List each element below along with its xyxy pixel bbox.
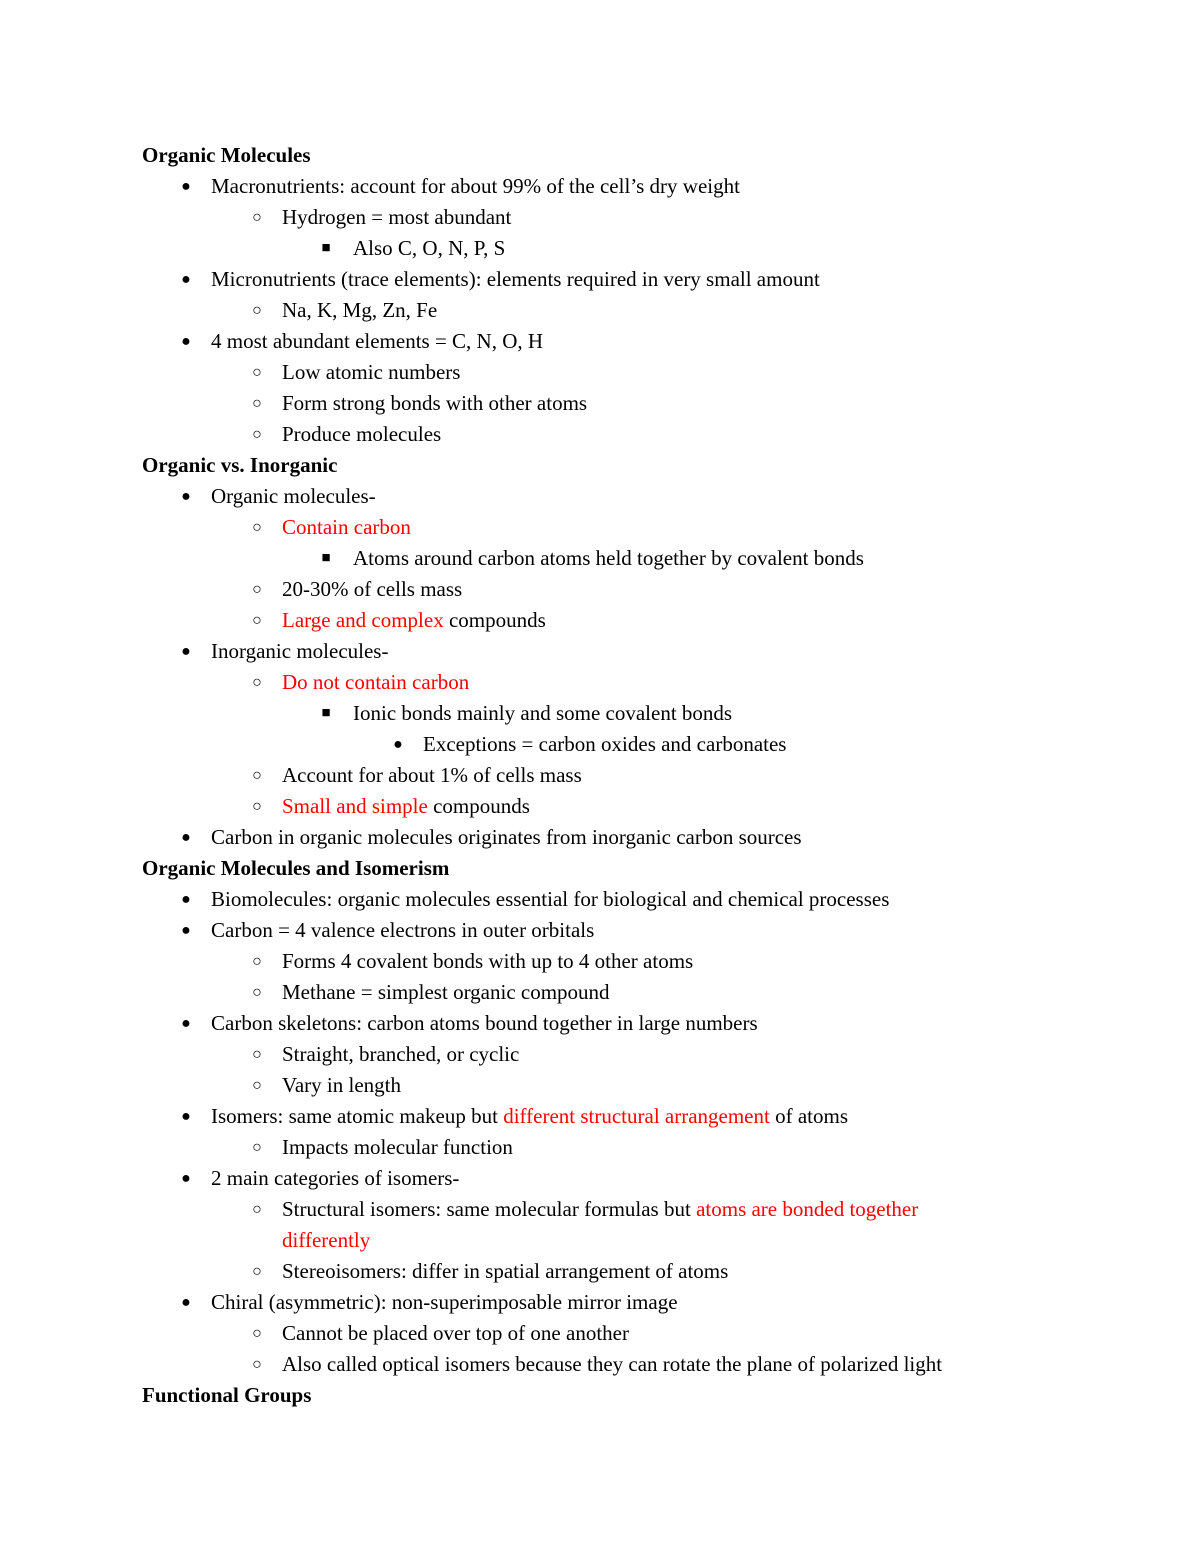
text-segment: Impacts molecular function <box>282 1135 513 1159</box>
list-item <box>0 698 1200 729</box>
list-item <box>0 1132 1200 1163</box>
text-segment: Organic vs. Inorganic <box>142 453 338 477</box>
bullet-icon: ○ <box>252 519 262 536</box>
list-item <box>0 1039 1200 1070</box>
highlighted-text: Small and simple <box>282 794 428 818</box>
list-item <box>0 760 1200 791</box>
list-item <box>0 1008 1200 1039</box>
list-item <box>0 202 1200 233</box>
list-item <box>0 636 1200 667</box>
text-segment: Na, K, Mg, Zn, Fe <box>282 298 438 322</box>
highlighted-text: differently <box>282 1228 371 1252</box>
highlighted-text: Contain carbon <box>282 515 411 539</box>
list-item <box>0 667 1200 698</box>
list-item <box>0 171 1200 202</box>
list-item <box>0 295 1200 326</box>
bullet-icon: ● <box>181 178 191 195</box>
bullet-icon: ● <box>393 736 403 753</box>
highlighted-text: atoms are bonded together <box>696 1197 919 1221</box>
text-segment: Micronutrients (trace elements): elements required in very small amount <box>211 267 820 291</box>
text-segment: Low atomic numbers <box>282 360 461 384</box>
bullet-icon: ○ <box>252 581 262 598</box>
bullet-icon: ○ <box>252 674 262 691</box>
text-segment: compounds <box>427 794 530 818</box>
text-segment: Isomers: same atomic makeup but <box>211 1104 504 1128</box>
bullet-icon: ■ <box>321 550 331 566</box>
highlighted-text: Do not contain carbon <box>282 670 470 694</box>
bullet-icon: ● <box>181 1170 191 1187</box>
text-segment: Account for about 1% of cells mass <box>282 763 582 787</box>
list-item <box>0 822 1200 853</box>
list-item <box>0 1163 1200 1194</box>
bullet-icon: ○ <box>252 209 262 226</box>
text-segment: Carbon skeletons: carbon atoms bound together in large numbers <box>211 1011 758 1035</box>
text-segment: 2 main categories of isomers- <box>211 1166 460 1190</box>
section-heading <box>0 450 1200 481</box>
list-item <box>0 605 1200 636</box>
list-item <box>0 1101 1200 1132</box>
list-item <box>0 233 1200 264</box>
text-segment: Vary in length <box>282 1073 401 1097</box>
bullet-icon: ● <box>181 1108 191 1125</box>
bullet-icon: ○ <box>252 1046 262 1063</box>
list-item <box>0 1256 1200 1287</box>
list-item <box>0 1225 1200 1256</box>
text-segment: 20-30% of cells mass <box>282 577 463 601</box>
bullet-icon: ○ <box>252 1263 262 1280</box>
text-segment: Organic Molecules and Isomerism <box>142 856 450 880</box>
text-segment: Structural isomers: same molecular formulas but <box>282 1197 697 1221</box>
list-item <box>0 791 1200 822</box>
bullet-icon: ● <box>181 488 191 505</box>
list-item <box>0 357 1200 388</box>
text-segment: Hydrogen = most abundant <box>282 205 512 229</box>
list-item <box>0 512 1200 543</box>
bullet-icon: ○ <box>252 1356 262 1373</box>
list-item <box>0 543 1200 574</box>
highlighted-text: Large and complex <box>282 608 444 632</box>
bullet-icon: ○ <box>252 953 262 970</box>
list-item <box>0 977 1200 1008</box>
list-item <box>0 264 1200 295</box>
text-segment: Form strong bonds with other atoms <box>282 391 588 415</box>
list-item <box>0 326 1200 357</box>
section-heading <box>0 140 1200 171</box>
section-heading <box>0 853 1200 884</box>
list-item <box>0 946 1200 977</box>
bullet-icon: ● <box>181 891 191 908</box>
bullet-icon: ○ <box>252 426 262 443</box>
text-segment: of atoms <box>769 1104 848 1128</box>
list-item <box>0 915 1200 946</box>
list-item <box>0 388 1200 419</box>
bullet-icon: ○ <box>252 984 262 1001</box>
list-item <box>0 481 1200 512</box>
list-item <box>0 729 1200 760</box>
bullet-icon: ○ <box>252 364 262 381</box>
bullet-icon: ■ <box>321 240 331 256</box>
text-segment: Forms 4 covalent bonds with up to 4 other atoms <box>282 949 694 973</box>
bullet-icon: ○ <box>252 395 262 412</box>
text-segment: Carbon = 4 valence electrons in outer orbitals <box>211 918 595 942</box>
list-item <box>0 574 1200 605</box>
bullet-icon: ○ <box>252 1077 262 1094</box>
bullet-icon: ○ <box>252 1139 262 1156</box>
text-segment: Exceptions = carbon oxides and carbonates <box>423 732 787 756</box>
bullet-icon: ● <box>181 1015 191 1032</box>
list-item <box>0 1287 1200 1318</box>
highlighted-text: different structural arrangement <box>503 1104 770 1128</box>
list-item <box>0 419 1200 450</box>
text-segment: Also called optical isomers because they can rotate the plane of polarized light <box>282 1352 943 1376</box>
document-page <box>0 140 1200 1411</box>
list-item <box>0 1318 1200 1349</box>
text-segment: Atoms around carbon atoms held together by covalent bonds <box>353 546 864 570</box>
text-segment: Chiral (asymmetric): non-superimposable mirror image <box>211 1290 678 1314</box>
section-heading <box>0 1380 1200 1411</box>
list-item <box>0 1194 1200 1225</box>
text-segment: Produce molecules <box>282 422 442 446</box>
text-segment: 4 most abundant elements = C, N, O, H <box>211 329 544 353</box>
text-segment: Organic molecules- <box>211 484 376 508</box>
text-segment: Carbon in organic molecules originates from inorganic carbon sources <box>211 825 802 849</box>
bullet-icon: ● <box>181 643 191 660</box>
bullet-icon: ● <box>181 829 191 846</box>
bullet-icon: ○ <box>252 1325 262 1342</box>
list-item <box>0 884 1200 915</box>
text-segment: Ionic bonds mainly and some covalent bonds <box>353 701 733 725</box>
bullet-icon: ● <box>181 1294 191 1311</box>
bullet-icon: ○ <box>252 798 262 815</box>
text-segment: Straight, branched, or cyclic <box>282 1042 520 1066</box>
bullet-icon: ○ <box>252 767 262 784</box>
bullet-icon: ○ <box>252 612 262 629</box>
list-item <box>0 1349 1200 1380</box>
text-segment: compounds <box>443 608 546 632</box>
bullet-icon: ○ <box>252 302 262 319</box>
text-segment: Macronutrients: account for about 99% of the cell’s dry weight <box>211 174 740 198</box>
text-segment: Stereoisomers: differ in spatial arrangement of atoms <box>282 1259 729 1283</box>
bullet-icon: ■ <box>321 705 331 721</box>
text-segment: Inorganic molecules- <box>211 639 389 663</box>
text-segment: Functional Groups <box>142 1383 312 1407</box>
bullet-icon: ● <box>181 271 191 288</box>
text-segment: Biomolecules: organic molecules essential for biological and chemical processes <box>211 887 890 911</box>
text-segment: Also C, O, N, P, S <box>353 236 506 260</box>
list-item <box>0 1070 1200 1101</box>
bullet-icon: ● <box>181 333 191 350</box>
bullet-icon: ● <box>181 922 191 939</box>
text-segment: Organic Molecules <box>142 143 311 167</box>
text-segment: Methane = simplest organic compound <box>282 980 610 1004</box>
text-segment: Cannot be placed over top of one another <box>282 1321 629 1345</box>
bullet-icon: ○ <box>252 1201 262 1218</box>
